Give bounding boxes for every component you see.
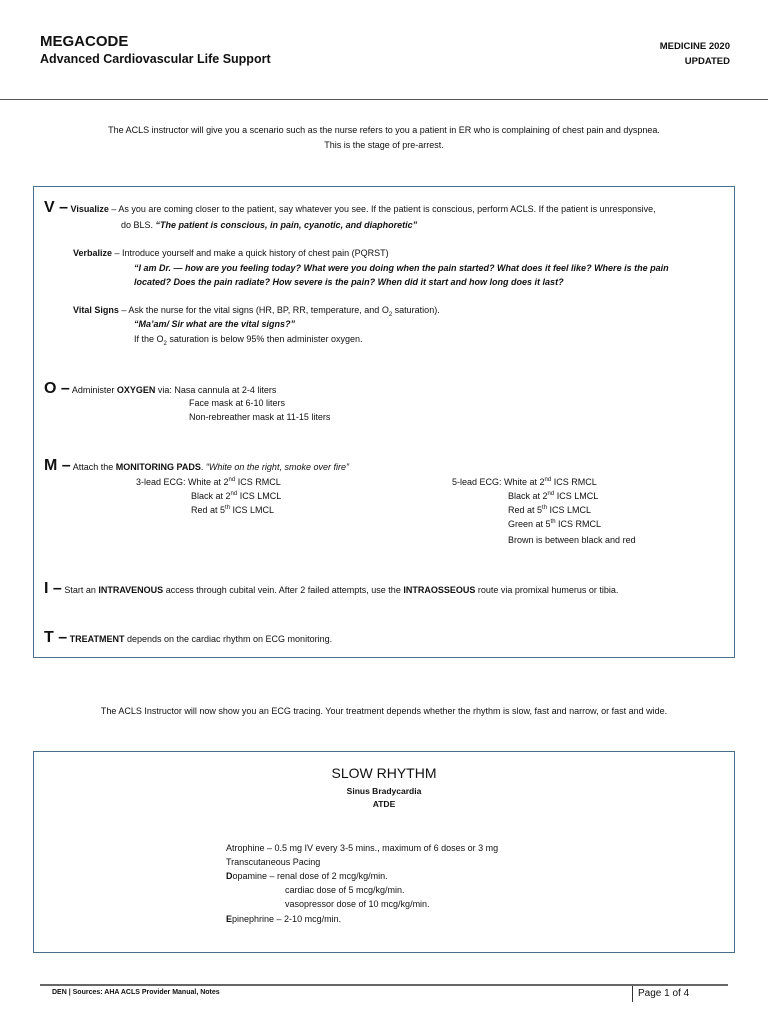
vitals-label: Vital Signs [73,305,119,315]
i-text-c: access through cubital vein. After 2 failed attempts, use the [163,585,404,595]
footer-page-number: Page 1 of 4 [638,988,690,999]
slow-rhythm-subtitle-2: ATDE [372,799,396,809]
vitals-o2-a: If the O [134,334,164,344]
lead3-line-3 [191,505,274,515]
letter-i: I – [44,580,62,597]
o-face-mask: Face mask at 6-10 liters [189,398,286,408]
visualize-label: Visualize [70,204,109,214]
dopamine-text: opamine – renal dose of 2 mcg/kg/min. [232,871,388,881]
i-text-e: route via promixal humerus or tibia. [475,585,619,595]
doc-title: MEGACODE [40,33,129,50]
vitals-line [73,305,440,318]
slow-rhythm-subtitle-1: Sinus Bradycardia [346,786,422,796]
lead5-end-1: ICS RMCL [551,477,597,487]
m-monitor-line [44,457,349,475]
lead5-line-4 [508,519,601,529]
lead3-l2a: Black at 2 [191,491,231,501]
t-text-treatment: TREATMENT [69,634,125,644]
lead5-sup-3: th [542,505,548,511]
visualize-quote: “The patient is conscious, in pain, cyanotic, and diaphoretic” [155,220,418,230]
verbalize-quote-2: located? Does the pain radiate? How severe is the pain? When did it start and how long does it last? [134,277,564,287]
lead5-line-3 [508,505,591,515]
i-iv-line [44,580,618,598]
i-text-iv: INTRAVENOUS [98,585,164,595]
dopamine-cardiac: cardiac dose of 5 mcg/kg/min. [285,885,405,895]
vitals-text-b: saturation). [392,305,440,315]
atropine-line: Atrophine – 0.5 mg IV every 3-5 mins., maximum of 6 doses or 3 mg [226,843,499,853]
lead3-line-2 [191,491,281,501]
lead5-l2a: Black at 2 [508,491,548,501]
lead3-sup-1: nd [228,477,236,483]
verbalize-label: Verbalize [73,248,113,258]
lead3-line-1 [136,477,281,487]
lead5-l4b: ICS RMCL [555,519,602,529]
footer-sources: DEN | Sources: AHA ACLS Provider Manual, Notes [52,989,220,996]
lead3-sup-2: nd [230,491,238,497]
i-text-a: Start an [64,585,99,595]
visualize-text: – As you are coming closer to the patient, say whatever you see. If the patient is conscious, perform ACLS. If the patient is unresponsive, [108,204,656,214]
verbalize-quote-1: “I am Dr. — how are you feeling today? What were you doing when the pain started? What does it feel like? Where is the pain [134,263,669,273]
doc-subtitle: Advanced Cardiovascular Life Support [40,52,271,66]
lead5-line-2 [508,491,598,501]
epinephrine-text: pinephrine – 2-10 mcg/min. [232,914,342,924]
lead5-l3b: ICS LMCL [547,505,592,515]
header-right-2: UPDATED [684,56,730,67]
i-text-io: INTRAOSSEOUS [403,585,476,595]
lead5-sup-1: nd [544,477,552,483]
m-text-c: . [200,462,206,472]
m-quote: “White on the right, smoke over fire” [205,462,349,472]
footer-divider [40,984,728,986]
t-treatment-line [44,629,332,647]
epinephrine-line [226,914,341,924]
intro-line-2: This is the stage of pre-arrest. [324,140,444,150]
lead3-l3a: Red at 5 [191,505,226,515]
visualize-line-2 [121,220,417,230]
lead3-sup-3: th [225,505,231,511]
letter-o: O – [44,380,70,397]
lead5-line-1 [452,477,597,487]
letter-m: M – [44,457,71,474]
verbalize-text: – Introduce yourself and make a quick history of chest pain (PQRST) [112,248,389,258]
epinephrine-initial: E [226,914,233,924]
lead3-l2b: ICS LMCL [237,491,282,501]
lead3-l3b: ICS LMCL [230,505,275,515]
v-visualize-line [44,199,656,217]
lead5-sup-2: nd [547,491,555,497]
lead5-l4a: Green at 5 [508,519,551,529]
dopamine-initial: D [226,871,233,881]
lead3-label: 3-lead ECG: White at 2 [136,477,229,487]
vitals-o2-line [134,334,363,347]
lead5-label: 5-lead ECG: White at 2 [452,477,545,487]
dopamine-vasopressor: vasopressor dose of 10 mcg/kg/min. [285,899,430,909]
lead5-l3a: Red at 5 [508,505,543,515]
letter-v: V – [44,199,69,216]
vitals-o2-sub: 2 [163,340,167,347]
tcp-line: Transcutaneous Pacing [226,857,321,867]
lead3-end-1: ICS RMCL [235,477,281,487]
lead5-line-5: Brown is between black and red [508,535,636,545]
vitals-quote: “Ma’am/ Sir what are the vital signs?” [134,319,296,329]
t-text-b: depends on the cardiac rhythm on ECG monitoring. [124,634,333,644]
lead5-sup-4: th [550,519,556,525]
vitals-sub: 2 [388,311,393,318]
letter-t: T – [44,629,68,646]
header-right-1: MEDICINE 2020 [659,41,730,52]
verbalize-line [73,248,389,258]
ecg-intro: The ACLS Instructor will now show you an ECG tracing. Your treatment depends whether the rhythm is slow, fast and narrow, or fast and wide. [100,706,668,716]
m-text-pads: MONITORING PADS [115,462,201,472]
slow-rhythm-title: SLOW RHYTHM [331,765,437,781]
o-text-oxygen: OXYGEN [116,385,156,395]
intro-line-1: The ACLS instructor will give you a scenario such as the nurse refers to you a patient in ER who is complaining of chest pain and dyspnea. [108,125,660,135]
vitals-text-a: – Ask the nurse for the vital signs (HR, BP, RR, temperature, and O [118,305,389,315]
o-oxygen-line [44,380,276,398]
dopamine-line [226,871,388,881]
o-non-rebreather: Non-rebreather mask at 11-15 liters [189,412,331,422]
lead5-l2b: ICS LMCL [554,491,599,501]
header-divider [0,99,768,100]
o-text-a: Administer [71,385,117,395]
visualize-text-2: do BLS. [121,220,156,230]
o-text-c: via: Nasa cannula at 2-4 liters [155,385,277,395]
footer-page-separator [632,986,633,1002]
m-text-a: Attach the [72,462,116,472]
vitals-o2-b: saturation is below 95% then administer oxygen. [166,334,363,344]
